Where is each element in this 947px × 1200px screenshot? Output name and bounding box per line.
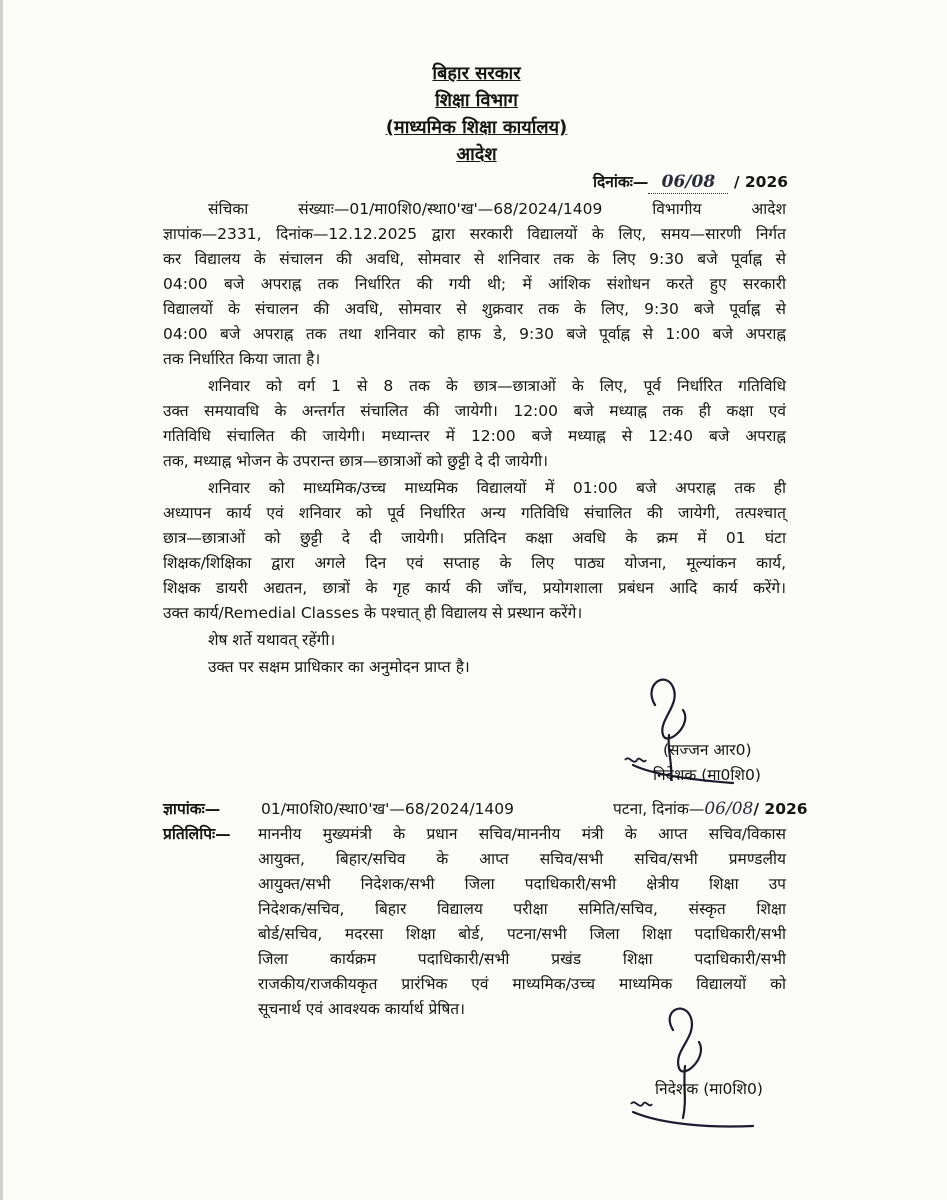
para1-line: विद्यालयों के संचालन की अवधि, सोमवार से शुक्रवार तक के लिए, 9:30 बजे पूर्वाह्न से	[163, 300, 786, 318]
para1-line: 04:00 बजे अपराह्न तक तथा शनिवार को हाफ डे, 9:30 बजे पूर्वाह्न से 1:00 बजे अपराह्न	[163, 325, 786, 343]
para2-line: तक, मध्याह्न भोजन के उपरान्त छात्र—छात्राओं को छुट्टी दे दी जायेगी।	[163, 452, 549, 470]
para2-line: गतिविधि संचालित की जायेगी। मध्यान्तर में 12:00 बजे मध्याह्न से 12:40 बजे अपराह्न	[163, 427, 786, 445]
para1-line: ज्ञापांक—2331, दिनांक—12.12.2025 द्वारा सरकारी विद्यालयों के लिए, समय—सारणी निर्गत	[163, 225, 786, 243]
para3-line: अध्यापन कार्य एवं शनिवार को पूर्व निर्धारित अन्य गतिविधि संचालित की जायेगी, तत्पश्चात्	[163, 504, 786, 522]
order-date-label: दिनांकः—	[593, 173, 649, 191]
memo-number: 01/मा0शि0/स्था0'ख'—68/2024/1409	[261, 800, 514, 818]
copy-line: बोर्ड/सचिव, मदरसा शिक्षा बोर्ड, पटना/सभी जिला शिक्षा पदाधिकारी/सभी	[258, 925, 786, 943]
memo-label: ज्ञापांकः—	[163, 800, 221, 818]
para4-line: शेष शर्ते यथावत् रहेंगी।	[208, 631, 336, 649]
para3-line: उक्त कार्य/Remedial Classes के पश्चात् ही विद्यालय से प्रस्थान करेंगे।	[163, 604, 583, 622]
copy-label: प्रतिलिपिः—	[163, 825, 231, 843]
copy-line: आयुक्त, बिहार/सचिव के आप्त सचिव/सभी सचिव/सभी प्रमण्डलीय	[258, 850, 786, 868]
copy-line: जिला कार्यक्रम पदाधिकारी/सभी प्रखंड शिक्षा पदाधिकारी/सभी	[258, 950, 786, 968]
memo-date	[613, 798, 808, 820]
copy-line: निदेशक/सचिव, बिहार विद्यालय परीक्षा समिति/सचिव, संस्कृत शिक्षा	[258, 900, 786, 918]
para1-line: तक निर्धारित किया जाता है।	[163, 350, 321, 368]
header-order-title: आदेश	[456, 144, 497, 165]
header-government: बिहार सरकार	[432, 63, 521, 84]
header-department: शिक्षा विभाग	[435, 90, 518, 111]
memo-place-date-label: पटना, दिनांक—	[613, 800, 705, 818]
header-office: (माध्यमिक शिक्षा कार्यालय)	[385, 117, 568, 138]
order-date-handwritten: 06/08	[648, 171, 728, 194]
signature2-scribble-icon	[613, 1000, 763, 1140]
para2-line: उक्त समयावधि के अन्तर्गत संचालित की जायेगी। 12:00 बजे मध्याह्न तक ही कक्षा एवं	[163, 402, 786, 420]
copy-line: राजकीय/राजकीयकृत प्रारंभिक एवं माध्यमिक/उच्च माध्यमिक विद्यालयों को	[258, 975, 786, 993]
para1-line: 04:00 बजे अपराह्न तक निर्धारित की गयी थी; में आंशिक संशोधन करते हुए सरकारी	[163, 275, 786, 293]
para2-line: शनिवार को वर्ग 1 से 8 तक के छात्र—छात्राओं के लिए, पूर्व निर्धारित गतिविधि	[208, 377, 786, 395]
order-date	[593, 171, 788, 194]
para5-line: उक्त पर सक्षम प्राधिकार का अनुमोदन प्राप्त है।	[208, 658, 470, 676]
para1-line: कर विद्यालय के संचालन की अवधि, सोमवार से शनिवार तक के लिए 9:30 बजे पूर्वाह्न से	[163, 250, 786, 268]
para3-line: शनिवार को माध्यमिक/उच्च माध्यमिक विद्यालयों में 01:00 बजे अपराह्न तक ही	[208, 479, 786, 497]
copy-last-line: सूचनार्थ एवं आवश्यक कार्यार्थ प्रेषित।	[258, 1000, 466, 1018]
signature2-designation: निदेशक (मा0शि0)	[655, 1080, 763, 1098]
signature1-designation: निदेशक (मा0शि0)	[653, 766, 761, 784]
copy-first-line: माननीय मुख्यमंत्री के प्रधान सचिव/माननीय मंत्री के आप्त सचिव/विकास	[258, 825, 786, 843]
para3-line: शिक्षक/शिक्षिका द्वारा अगले दिन एवं सप्ताह के लिए पाठ्य योजना, मूल्यांकन कार्य,	[163, 554, 786, 572]
copy-line: आयुक्त/सभी निदेशक/सभी जिला पदाधिकारी/सभी क्षेत्रीय शिक्षा उप	[258, 875, 786, 893]
para3-line: छात्र—छात्राओं को छुट्टी दे दी जायेगी। प्रतिदिन कक्षा अवधि के क्रम में 01 घंटा	[163, 529, 786, 547]
para1-line: संचिका संख्याः—01/मा0शि0/स्था0'ख'—68/2024/1409 विभागीय आदेश	[208, 200, 786, 218]
signature1-name: (सज्जन आर0)	[663, 741, 752, 759]
memo-date-year: / 2026	[753, 800, 808, 818]
memo-date-handwritten: 06/08	[704, 799, 754, 819]
order-date-year: / 2026	[733, 173, 789, 191]
para3-line: शिक्षक डायरी अद्यतन, छात्रों के गृह कार्य की जाँच, प्रयोगशाला प्रबंधन आदि कार्य करेंगे।	[163, 579, 786, 597]
